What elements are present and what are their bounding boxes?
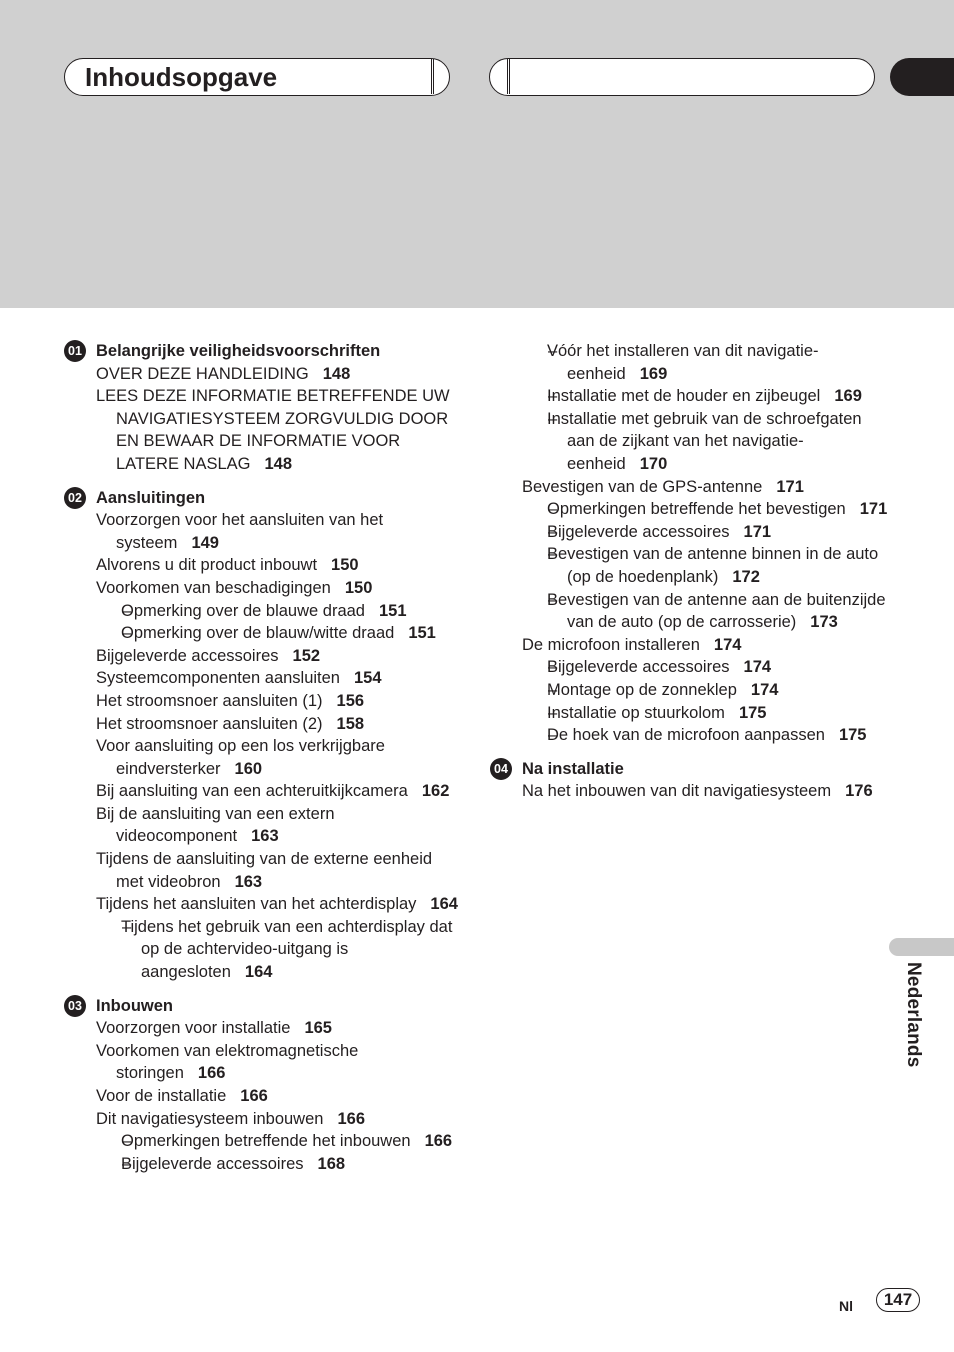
toc-page-number: 150 bbox=[344, 578, 373, 597]
toc-section bbox=[64, 340, 464, 476]
toc-entry-text: Montage op de zonneklep bbox=[547, 680, 737, 699]
page-number: 147 bbox=[876, 1288, 920, 1312]
toc-entry[interactable] bbox=[64, 803, 464, 848]
toc-entry-text: Het stroomsnoer aansluiten (2) bbox=[96, 714, 323, 733]
toc-entry[interactable] bbox=[64, 690, 464, 713]
chapter-tab bbox=[890, 58, 954, 96]
toc-subentry[interactable] bbox=[490, 340, 890, 385]
toc-entry-text: Bevestigen van de antenne binnen in de auto (op de hoedenplank) bbox=[547, 545, 879, 586]
section-title: Aansluitingen bbox=[96, 488, 206, 507]
toc-subentry[interactable] bbox=[64, 600, 464, 623]
toc-subentry[interactable] bbox=[490, 702, 890, 725]
section-heading[interactable] bbox=[64, 995, 464, 1018]
toc-continued-entries bbox=[490, 340, 890, 747]
section-title: Inbouwen bbox=[96, 996, 173, 1015]
toc-page-number: 173 bbox=[810, 613, 838, 632]
toc-entry-text: Bij aansluiting van een achteruitkijkcamera bbox=[96, 782, 408, 801]
toc-entry-text: Bijgeleverde accessoires bbox=[547, 522, 730, 541]
toc-page-number: 150 bbox=[331, 556, 359, 575]
toc-page-number: 166 bbox=[240, 1087, 268, 1105]
toc-page-number: 168 bbox=[317, 1154, 346, 1173]
toc-entry[interactable] bbox=[64, 1108, 464, 1131]
toc-entry[interactable] bbox=[64, 385, 464, 475]
toc-entry-text: Tijdens het aansluiten van het achterdisplay bbox=[96, 895, 417, 914]
toc-page-number: 160 bbox=[234, 759, 263, 778]
toc-page-number: 174 bbox=[750, 680, 779, 699]
toc-entry[interactable] bbox=[64, 363, 464, 386]
toc-entry-text: Voorkomen van beschadigingen bbox=[96, 578, 331, 597]
blank-box-divider bbox=[507, 59, 510, 94]
toc-page-number: 163 bbox=[251, 827, 279, 846]
toc-page-number: 154 bbox=[354, 669, 382, 688]
toc-page-number: 175 bbox=[838, 726, 867, 745]
blank-header-box bbox=[489, 58, 875, 96]
toc-entry[interactable] bbox=[64, 554, 464, 577]
toc-entry-text: Tijdens het gebruik van een achterdisplay dat op de achtervideo-uitgang is aangesloten bbox=[121, 917, 453, 982]
toc-entry-text: Het stroomsnoer aansluiten (1) bbox=[96, 691, 323, 710]
toc-page-number: 166 bbox=[197, 1064, 226, 1083]
toc-entry-text: Bij de aansluiting van een extern videocomponent bbox=[96, 804, 335, 846]
toc-page-number: 176 bbox=[845, 782, 873, 801]
toc-entry-text: Installatie op stuurkolom bbox=[547, 703, 725, 722]
toc-entry-text: Bijgeleverde accessoires bbox=[121, 1154, 304, 1173]
toc-entry-text: Bijgeleverde accessoires bbox=[547, 658, 730, 677]
header-band bbox=[0, 0, 954, 308]
toc-right-sections bbox=[490, 758, 890, 803]
toc-entry[interactable] bbox=[64, 1017, 464, 1040]
title-box bbox=[64, 58, 450, 96]
toc-page-number: 165 bbox=[304, 1019, 332, 1038]
toc-subentry[interactable] bbox=[64, 1130, 464, 1153]
toc-entry[interactable] bbox=[490, 476, 890, 499]
toc-section bbox=[64, 487, 464, 984]
toc-subentry[interactable] bbox=[64, 1153, 464, 1176]
toc-page-number: 166 bbox=[424, 1132, 453, 1151]
toc-entry-text: Na het inbouwen van dit navigatiesysteem bbox=[522, 782, 832, 801]
section-number-badge: 01 bbox=[64, 340, 86, 362]
language-label: Nederlands bbox=[903, 962, 924, 1068]
toc-entry-text: Voorzorgen voor het aansluiten van het systeem bbox=[96, 511, 384, 552]
language-tab-marker bbox=[889, 938, 954, 956]
section-title: Belangrijke veiligheidsvoorschriften bbox=[96, 342, 381, 360]
toc-section bbox=[490, 758, 890, 803]
toc-entry[interactable] bbox=[64, 1085, 464, 1108]
toc-entry[interactable] bbox=[64, 893, 464, 916]
toc-entry-text: De microfoon installeren bbox=[522, 635, 700, 654]
toc-entry-text: Installatie met gebruik van de schroefgaten aan de zijkant van het navigatie-eenheid bbox=[547, 409, 862, 473]
toc-page-number: 171 bbox=[776, 477, 804, 496]
toc-entry-text: LEES DEZE INFORMATIE BETREFFENDE UW NAVIGATIESYSTEEM ZORGVULDIG DOOR EN BEWAAR DE INFORMATIE VOOR LATERE NASLAG bbox=[96, 387, 450, 473]
toc-entry-text: Vóór het installeren van dit navigatie-eenheid bbox=[547, 342, 819, 383]
toc-entry[interactable] bbox=[64, 509, 464, 554]
section-title: Na installatie bbox=[522, 759, 624, 778]
section-number-badge: 02 bbox=[64, 487, 86, 509]
toc-entry-text: Dit navigatiesysteem inbouwen bbox=[96, 1109, 324, 1128]
toc-page-number: 162 bbox=[421, 782, 450, 801]
toc-section bbox=[64, 995, 464, 1176]
toc-page-number: 156 bbox=[336, 691, 365, 710]
toc-page-number: 171 bbox=[859, 500, 888, 519]
toc-page-number: 174 bbox=[743, 658, 772, 677]
section-heading[interactable] bbox=[490, 758, 890, 781]
toc-page-number: 163 bbox=[234, 872, 263, 891]
toc-left-column bbox=[64, 340, 464, 1186]
title-box-divider bbox=[431, 59, 434, 94]
toc-page-number: 148 bbox=[322, 364, 351, 383]
toc-page-number: 169 bbox=[639, 364, 668, 383]
section-heading[interactable] bbox=[64, 340, 464, 363]
toc-entry-text: Voor aansluiting op een los verkrijgbare eindversterker bbox=[96, 737, 385, 778]
toc-entry[interactable] bbox=[64, 577, 464, 600]
toc-page-number: 169 bbox=[834, 387, 862, 406]
toc-entry[interactable] bbox=[490, 634, 890, 657]
toc-subentry[interactable] bbox=[490, 543, 890, 588]
toc-entry-text: OVER DEZE HANDLEIDING bbox=[96, 364, 309, 383]
toc-entry[interactable] bbox=[64, 1040, 464, 1085]
toc-entry-text: Bijgeleverde accessoires bbox=[96, 646, 279, 665]
toc-entry-text: Opmerkingen betreffende het inbouwen bbox=[121, 1132, 411, 1151]
toc-page-number: 174 bbox=[713, 635, 742, 654]
toc-entry[interactable] bbox=[490, 780, 890, 803]
toc-entry-text: Opmerkingen betreffende het bevestigen bbox=[547, 500, 846, 519]
toc-subentry[interactable] bbox=[490, 656, 890, 679]
section-number-badge: 03 bbox=[64, 995, 86, 1017]
toc-subentry[interactable] bbox=[64, 916, 464, 984]
toc-entry-text: Systeemcomponenten aansluiten bbox=[96, 669, 340, 688]
toc-entry[interactable] bbox=[64, 713, 464, 736]
toc-page-number: 164 bbox=[430, 895, 458, 914]
toc-subentry[interactable] bbox=[490, 724, 890, 747]
section-number-badge: 04 bbox=[490, 758, 512, 780]
toc-page-number: 164 bbox=[244, 963, 273, 982]
toc-entry[interactable] bbox=[64, 645, 464, 668]
toc-entry-text: Voor de installatie bbox=[96, 1087, 227, 1105]
toc-page-number: 151 bbox=[378, 601, 407, 620]
toc-page-number: 152 bbox=[292, 646, 321, 665]
section-heading[interactable] bbox=[64, 487, 464, 510]
toc-page-number: 172 bbox=[732, 567, 760, 586]
toc-entry-text: Opmerking over de blauwe draad bbox=[121, 601, 365, 620]
toc-entry-text: Opmerking over de blauw/witte draad bbox=[121, 624, 395, 643]
toc-entry[interactable] bbox=[64, 780, 464, 803]
toc-subentry[interactable] bbox=[490, 521, 890, 544]
toc-subentry[interactable] bbox=[490, 498, 890, 521]
toc-entry[interactable] bbox=[64, 848, 464, 893]
toc-subentry[interactable] bbox=[490, 385, 890, 408]
toc-entry[interactable] bbox=[64, 667, 464, 690]
toc-subentry[interactable] bbox=[490, 589, 890, 634]
toc-entry-text: Tijdens de aansluiting van de externe eenheid met videobron bbox=[96, 850, 433, 891]
toc-subentry[interactable] bbox=[490, 408, 890, 476]
toc-right-column bbox=[490, 340, 890, 814]
toc-page-number: 170 bbox=[639, 454, 668, 473]
language-code: Nl bbox=[839, 1298, 853, 1314]
toc-entry-text: Bevestigen van de antenne aan de buitenzijde van de auto (op de carrosserie) bbox=[547, 590, 886, 632]
toc-entry-text: Installatie met de houder en zijbeugel bbox=[547, 387, 821, 406]
toc-entry-text: Bevestigen van de GPS-antenne bbox=[522, 477, 763, 496]
toc-page-number: 151 bbox=[408, 624, 436, 643]
toc-page-number: 175 bbox=[738, 703, 767, 722]
toc-entry-text: De hoek van de microfoon aanpassen bbox=[547, 726, 825, 745]
toc-page-number: 171 bbox=[743, 522, 772, 541]
toc-page-number: 148 bbox=[264, 454, 293, 473]
toc-page-number: 158 bbox=[336, 714, 365, 733]
toc-entry-text: Alvorens u dit product inbouwt bbox=[96, 556, 318, 575]
toc-subentry[interactable] bbox=[490, 679, 890, 702]
toc-page-number: 166 bbox=[337, 1109, 365, 1128]
toc-page-number: 149 bbox=[191, 533, 219, 552]
page-title: Inhoudsopgave bbox=[85, 62, 278, 92]
toc-entry-text: Voorkomen van elektromagnetische storingen bbox=[96, 1041, 359, 1083]
toc-entry[interactable] bbox=[64, 735, 464, 780]
toc-entry-text: Voorzorgen voor installatie bbox=[96, 1019, 291, 1038]
toc-subentry[interactable] bbox=[64, 622, 464, 645]
